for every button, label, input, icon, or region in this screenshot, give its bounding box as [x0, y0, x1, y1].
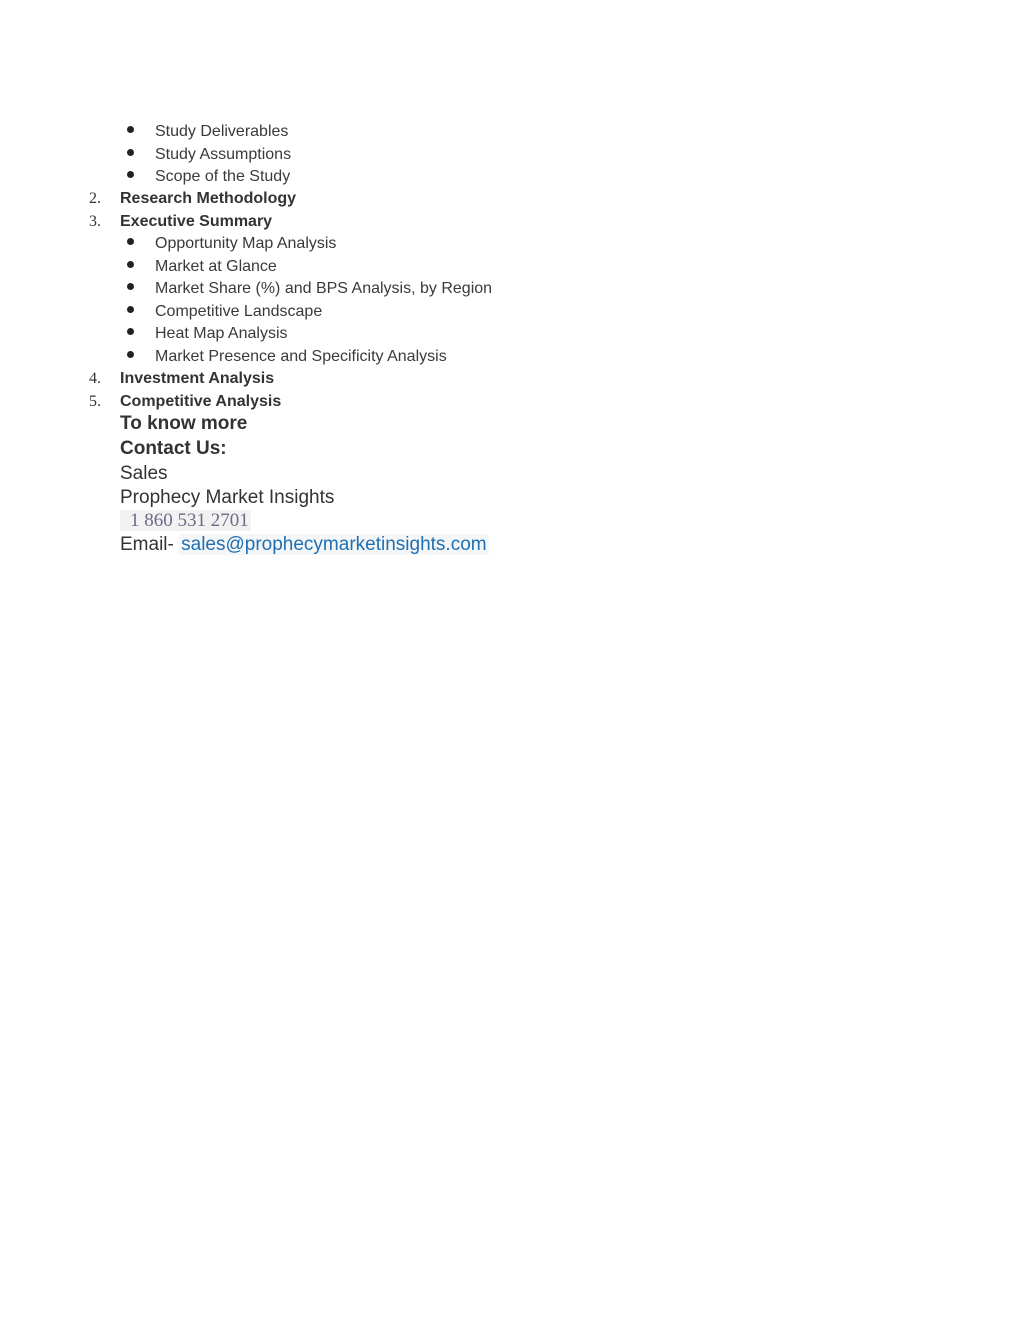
list-item [127, 144, 291, 166]
bullet-icon [127, 328, 134, 335]
bullet-icon [127, 351, 134, 358]
toc-title: Investment Analysis [120, 370, 275, 387]
list-item [127, 301, 322, 323]
email-label: Email- [120, 534, 180, 555]
email-link[interactable]: sales@prophecymarketinsights.com [181, 534, 487, 555]
list-item-text: Heat Map Analysis [155, 325, 288, 342]
toc-number: 4. [89, 370, 101, 387]
contact-us-heading: Contact Us: [120, 438, 227, 459]
list-item-text: Market Presence and Specificity Analysis [155, 348, 447, 365]
bullet-icon [127, 171, 134, 178]
bullet-icon [127, 283, 134, 290]
list-item-text: Study Assumptions [155, 146, 292, 163]
bullet-icon [127, 126, 134, 133]
bullet-icon [127, 261, 134, 268]
list-item-text: Scope of the Study [155, 168, 291, 185]
toc-item-research-methodology [89, 188, 296, 210]
toc-item-competitive-analysis [89, 391, 281, 413]
toc-item-executive-summary [89, 211, 272, 233]
toc-item-investment-analysis [89, 368, 274, 390]
list-item [127, 278, 492, 300]
toc-title: Executive Summary [120, 213, 273, 230]
bullet-icon [127, 149, 134, 156]
list-item-text: Market Share (%) and BPS Analysis, by Region [155, 280, 493, 297]
toc-number: 5. [89, 393, 101, 410]
list-item [127, 346, 447, 368]
email-row [120, 534, 489, 556]
list-item-text: Market at Glance [155, 258, 277, 275]
list-item [127, 121, 288, 143]
list-item [127, 233, 336, 255]
phone-number: 1 860 531 2701 [120, 510, 251, 531]
bullet-icon [127, 306, 134, 313]
toc-title: Research Methodology [120, 190, 297, 207]
list-item [127, 166, 290, 188]
phone-row [120, 510, 251, 533]
contact-department: Sales [120, 463, 168, 484]
company-name: Prophecy Market Insights [120, 487, 335, 508]
know-more-heading: To know more [120, 413, 248, 434]
toc-title: Competitive Analysis [120, 393, 282, 410]
list-item-text: Opportunity Map Analysis [155, 235, 337, 252]
list-item-text: Competitive Landscape [155, 303, 323, 320]
list-item [127, 323, 288, 345]
toc-number: 3. [89, 213, 101, 230]
list-item-text: Study Deliverables [155, 123, 289, 140]
list-item [127, 256, 277, 278]
bullet-icon [127, 238, 134, 245]
toc-number: 2. [89, 190, 101, 207]
